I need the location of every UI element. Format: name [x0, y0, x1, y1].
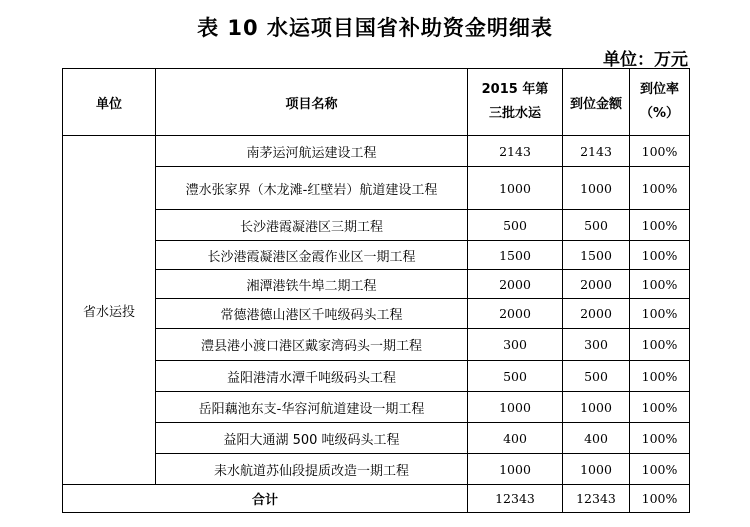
batch-amount: 500 — [468, 361, 563, 392]
header-unit: 单位 — [63, 69, 156, 136]
arrival-rate: 100% — [630, 299, 690, 329]
project-name: 长沙港霞凝港区三期工程 — [156, 210, 468, 241]
arrival-amount: 2000 — [563, 299, 630, 329]
arrival-amount: 1000 — [563, 392, 630, 423]
batch-amount: 300 — [468, 329, 563, 361]
table-row — [63, 423, 690, 454]
arrival-rate: 100% — [630, 270, 690, 299]
batch-amount: 2143 — [468, 136, 563, 167]
header-batch-line1: 2015 年第 — [481, 82, 549, 97]
project-name: 益阳港清水潭千吨级码头工程 — [156, 361, 468, 392]
table-row — [63, 136, 690, 167]
header-batch — [468, 69, 563, 136]
header-arrival: 到位金额 — [563, 69, 630, 136]
header-rate-line1: 到位率 — [639, 82, 679, 97]
header-batch-line2: 三批水运 — [488, 106, 541, 121]
arrival-amount: 1000 — [563, 167, 630, 210]
batch-amount: 1000 — [468, 392, 563, 423]
arrival-amount: 1000 — [563, 454, 630, 485]
arrival-rate: 100% — [630, 167, 690, 210]
batch-amount: 1000 — [468, 167, 563, 210]
batch-amount: 2000 — [468, 299, 563, 329]
batch-amount: 2000 — [468, 270, 563, 299]
project-name: 耒水航道苏仙段提质改造一期工程 — [156, 454, 468, 485]
arrival-rate: 100% — [630, 423, 690, 454]
batch-amount: 1000 — [468, 454, 563, 485]
arrival-amount: 500 — [563, 361, 630, 392]
batch-amount: 1500 — [468, 241, 563, 270]
group-unit-cell: 省水运投 — [63, 136, 156, 485]
project-name: 南茅运河航运建设工程 — [156, 136, 468, 167]
table-row — [63, 167, 690, 210]
project-name: 澧水张家界（木龙滩-红壁岩）航道建设工程 — [156, 167, 468, 210]
project-name: 常德港德山港区千吨级码头工程 — [156, 299, 468, 329]
total-label: 合计 — [63, 485, 468, 513]
batch-amount: 400 — [468, 423, 563, 454]
table-row — [63, 270, 690, 299]
total-row — [63, 485, 690, 513]
table-row — [63, 210, 690, 241]
project-name: 益阳大通湖 500 吨级码头工程 — [156, 423, 468, 454]
arrival-rate: 100% — [630, 241, 690, 270]
table-row — [63, 392, 690, 423]
table-row — [63, 454, 690, 485]
total-batch: 12343 — [468, 485, 563, 513]
arrival-rate: 100% — [630, 329, 690, 361]
total-arrival: 12343 — [563, 485, 630, 513]
arrival-amount: 2000 — [563, 270, 630, 299]
table-title: 表 10 水运项目国省补助资金明细表 — [197, 16, 553, 40]
header-row — [63, 69, 690, 136]
table-row — [63, 299, 690, 329]
project-name: 湘潭港铁牛埠二期工程 — [156, 270, 468, 299]
table-row — [63, 361, 690, 392]
header-project-name: 项目名称 — [156, 69, 468, 136]
batch-amount: 500 — [468, 210, 563, 241]
subsidy-table — [62, 68, 690, 513]
header-rate — [630, 69, 690, 136]
arrival-amount: 2143 — [563, 136, 630, 167]
project-name: 长沙港霞凝港区金霞作业区一期工程 — [156, 241, 468, 270]
arrival-rate: 100% — [630, 136, 690, 167]
header-rate-line2: （%） — [639, 106, 680, 121]
total-rate: 100% — [630, 485, 690, 513]
project-name: 澧县港小渡口港区戴家湾码头一期工程 — [156, 329, 468, 361]
project-name: 岳阳藕池东支-华容河航道建设一期工程 — [156, 392, 468, 423]
arrival-amount: 1500 — [563, 241, 630, 270]
arrival-amount: 500 — [563, 210, 630, 241]
arrival-rate: 100% — [630, 392, 690, 423]
arrival-amount: 300 — [563, 329, 630, 361]
table-row — [63, 241, 690, 270]
table-row — [63, 329, 690, 361]
arrival-rate: 100% — [630, 361, 690, 392]
arrival-amount: 400 — [563, 423, 630, 454]
unit-label: 单位：万元 — [603, 50, 688, 70]
arrival-rate: 100% — [630, 210, 690, 241]
arrival-rate: 100% — [630, 454, 690, 485]
